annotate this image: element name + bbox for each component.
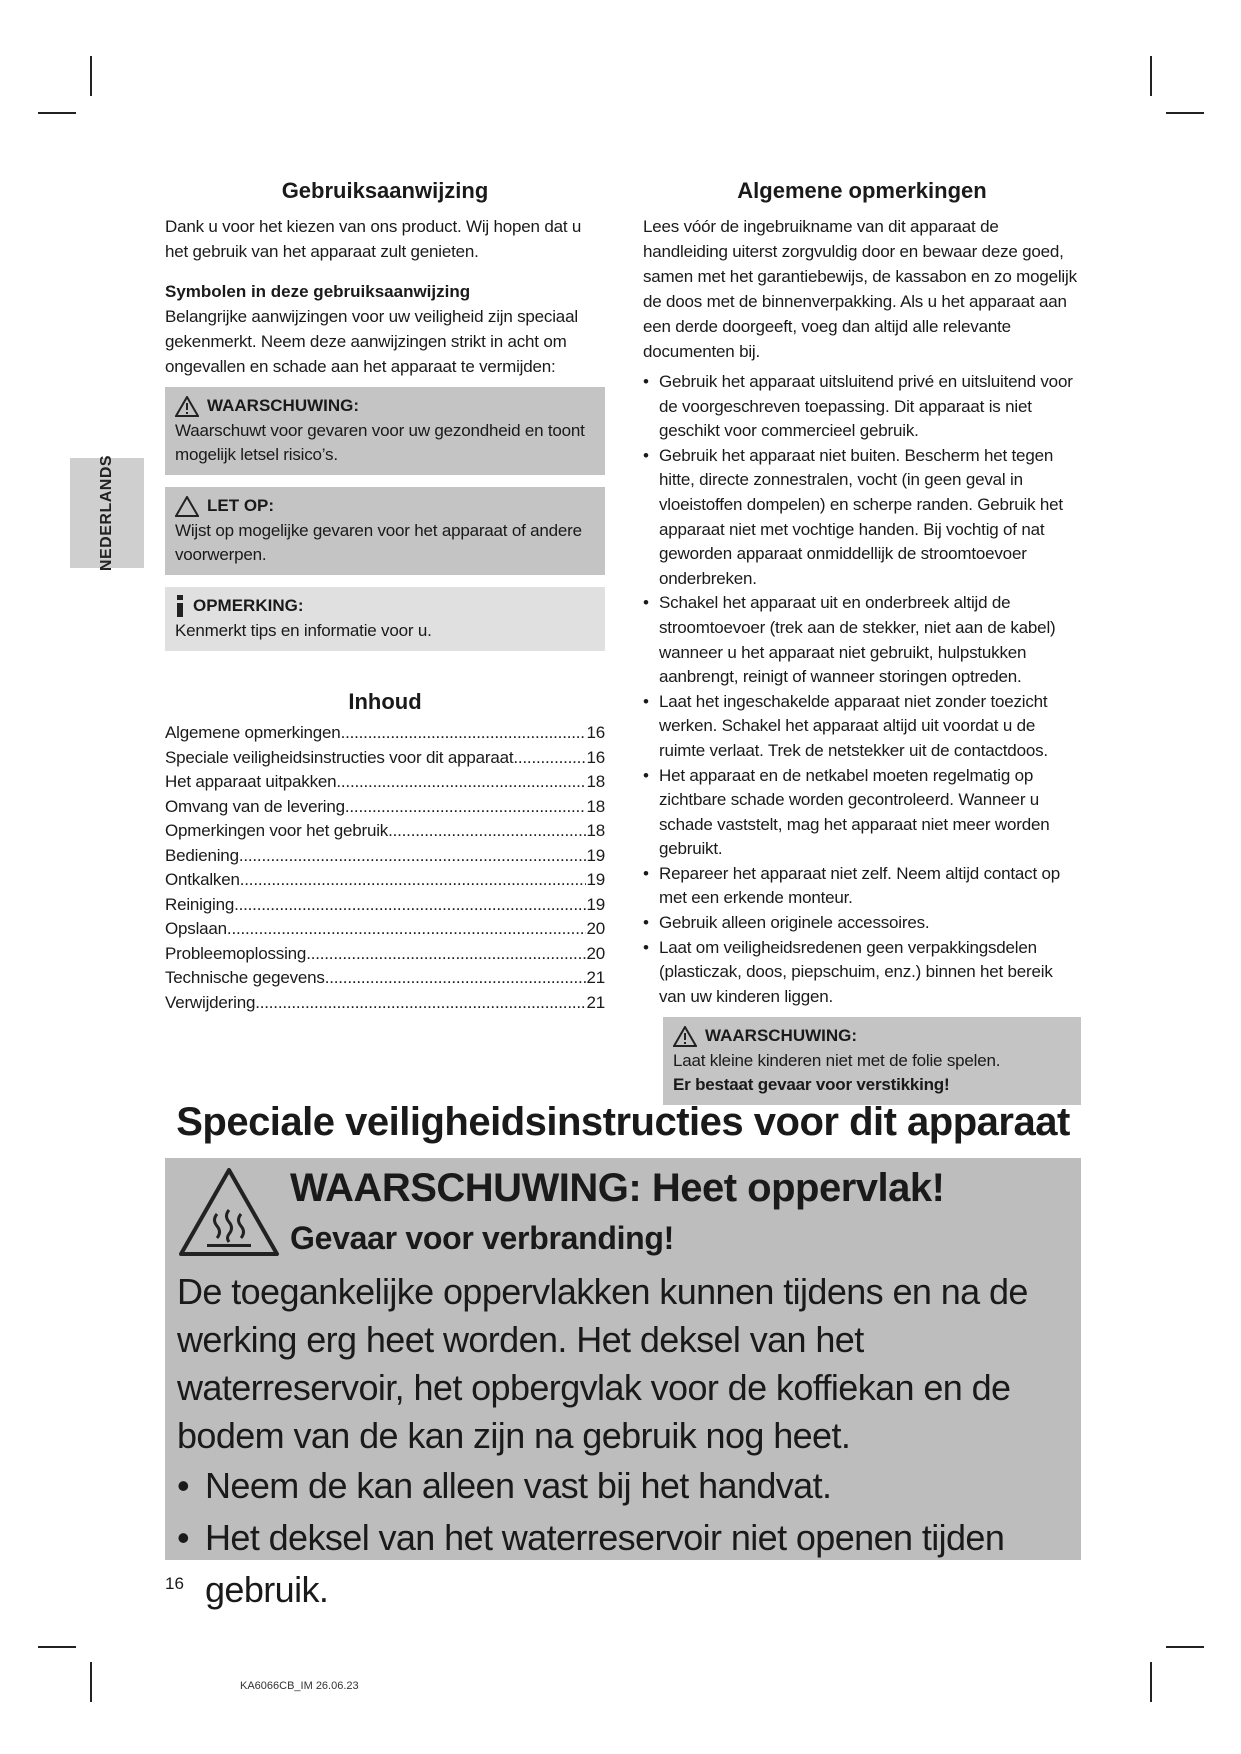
warning-triangle-icon (175, 396, 199, 417)
warning-box (663, 1017, 1081, 1105)
toc-entry: Opmerkingen voor het gebruik ..... 18 (165, 819, 605, 844)
burn-hazard-subheading: Gevaar voor verbranding! (290, 1220, 675, 1256)
list-item: • Laat om veiligheidsredenen geen verpakkingsdelen (plasticzak, doos, piepschuim, enz.) binnen het bereik van uw kinderen liggen. (643, 936, 1081, 1010)
toc-entry: Speciale veiligheidsinstructies voor dit apparaat ..... 16 (165, 746, 605, 771)
caution-text: Wijst op mogelijke gevaren voor het apparaat of andere voorwerpen. (175, 521, 582, 564)
left-column (165, 178, 605, 1015)
toc-entry: Het apparaat uitpakken ..... 18 (165, 770, 605, 795)
list-item: • Schakel het apparaat uit en onderbreek altijd de stroomtoevoer (trek aan de stekker, niet aan de kabel) wanneer u het apparaat niet gebruikt, hulpstukken aanbrengt, reinigt of wanneer storingen optreden. (643, 591, 1081, 689)
hot-surface-list (177, 1460, 1072, 1616)
language-side-tab (70, 454, 144, 572)
symbols-heading: Symbolen in deze gebruiksaanwijzing (165, 282, 471, 301)
toc-entry: Reiniging ..... 19 (165, 893, 605, 918)
toc-entry: Probleemoplossing ..... 20 (165, 942, 605, 967)
right-column (643, 178, 1081, 1105)
caution-heading: LET OP: (207, 496, 275, 515)
table-of-contents (165, 721, 605, 1015)
crop-mark (90, 1662, 92, 1702)
toc-entry: Technische gegevens ..... 21 (165, 966, 605, 991)
warning-heading: WAARSCHUWING: (705, 1026, 858, 1046)
toc-entry: Omvang van de levering ..... 18 (165, 795, 605, 820)
hot-surface-icon (177, 1166, 281, 1263)
hot-surface-heading: WAARSCHUWING: Heet oppervlak! (290, 1166, 945, 1210)
list-item: • Gebruik het apparaat niet buiten. Bescherm het tegen hitte, directe zonnestralen, vocht (in geen geval in vloeistoffen dompelen) en scherpe randen. Gebruik het apparaat niet met vochtige handen. Bij vochtig of nat geworden apparaat onmiddellijk de stroomtoevoer onderbreken. (643, 444, 1081, 592)
language-label: NEDERLANDS (98, 454, 115, 572)
warning-text: Laat kleine kinderen niet met de folie spelen. (673, 1051, 1001, 1071)
warning-triangle-icon (673, 1026, 697, 1047)
list-item: • Laat het ingeschakelde apparaat niet zonder toezicht werken. Schakel het apparaat altijd uit voordat u de ruimte verlaat. Trek de netstekker uit de contactdoos. (643, 690, 1081, 764)
toc-entry: Verwijdering ..... 21 (165, 991, 605, 1016)
crop-mark (38, 112, 76, 114)
caution-triangle-icon (175, 496, 199, 517)
toc-entry: Opslaan ..... 20 (165, 917, 605, 942)
intro-text: Lees vóór de ingebruikname van dit apparaat de handleiding uiterst zorgvuldig door en bewaar deze goed, samen met het garantiebewijs, de kassabon en zo mogelijk de doos met de binnenverpakking. Als u het apparaat aan een derde doorgeeft, voeg dan altijd alle relevante documenten bij. (643, 217, 1077, 361)
note-box (165, 587, 605, 651)
info-icon (175, 595, 185, 617)
toc-title: Inhoud (348, 689, 422, 714)
crop-mark (1166, 1646, 1204, 1648)
safety-title: Speciale veiligheidsinstructies voor dit apparaat (176, 1100, 1070, 1144)
list-item: • Het apparaat en de netkabel moeten regelmatig op zichtbare schade worden gecontroleerd. Wanneer u schade vaststelt, mag het apparaat niet meer worden gebruikt. (643, 764, 1081, 862)
footer-code: KA6066CB_IM 26.06.23 (240, 1680, 359, 1692)
general-notes-list (643, 370, 1081, 1009)
list-item: • Neem de kan alleen vast bij het handvat. (177, 1460, 1072, 1512)
list-item: • Repareer het apparaat niet zelf. Neem altijd contact op met een erkende monteur. (643, 862, 1081, 911)
symbols-text: Belangrijke aanwijzingen voor uw veiligheid zijn speciaal gekenmerkt. Neem deze aanwijzingen strikt in acht om ongevallen en schade aan het apparaat te vermijden: (165, 307, 578, 376)
warning-emphasis: Er bestaat gevaar voor verstikking! (673, 1075, 950, 1095)
page-number: 16 (165, 1574, 184, 1593)
note-text: Kenmerkt tips en informatie voor u. (175, 621, 432, 640)
toc-entry: Algemene opmerkingen ..... 16 (165, 721, 605, 746)
toc-entry: Bediening ..... 19 (165, 844, 605, 869)
list-item: • Het deksel van het waterreservoir niet openen tijden gebruik. (177, 1512, 1072, 1616)
list-item: • Gebruik het apparaat uitsluitend privé en uitsluitend voor de voorgeschreven toepassing. Dit apparaat is niet geschikt voor commercieel gebruik. (643, 370, 1081, 444)
warning-box (165, 387, 605, 475)
crop-mark (1150, 56, 1152, 96)
crop-mark (1150, 1662, 1152, 1702)
crop-mark (90, 56, 92, 96)
caution-box (165, 487, 605, 575)
warning-heading: WAARSCHUWING: (207, 396, 360, 415)
list-item: • Gebruik alleen originele accessoires. (643, 911, 1081, 936)
crop-mark (38, 1646, 76, 1648)
hot-surface-text: De toegankelijke oppervlakken kunnen tijdens en na de werking erg heet worden. Het deksel van het waterreservoir, het opbergvlak voor de koffiekan en de bodem van de kan zijn na gebruik nog heet. (177, 1271, 1028, 1456)
section-title: Algemene opmerkingen (737, 178, 987, 203)
section-title: Gebruiksaanwijzing (281, 178, 489, 203)
note-heading: OPMERKING: (193, 596, 304, 615)
toc-entry: Ontkalken ..... 19 (165, 868, 605, 893)
intro-text: Dank u voor het kiezen van ons product. Wij hopen dat u het gebruik van het apparaat zult genieten. (165, 217, 582, 261)
warning-text: Waarschuwt voor gevaren voor uw gezondheid en toont mogelijk letsel risico’s. (175, 421, 585, 464)
crop-mark (1166, 112, 1204, 114)
